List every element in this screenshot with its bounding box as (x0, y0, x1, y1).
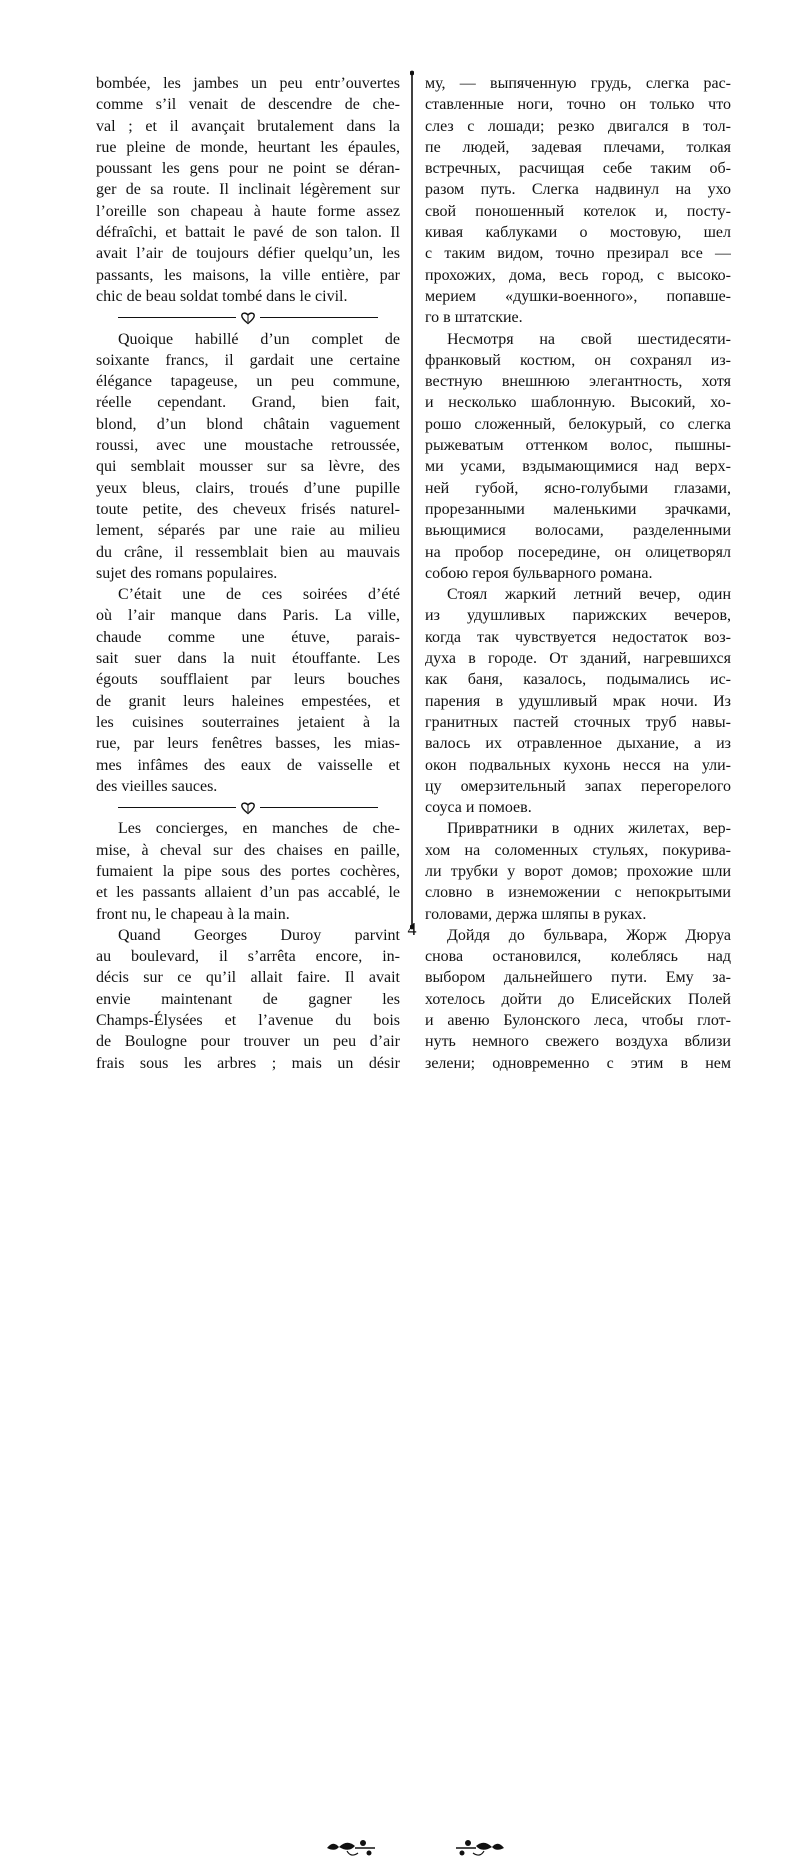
text-line: où l’air manque dans Paris. La ville, (96, 607, 400, 625)
text-line: рыжеватым оттенком волос, пышны- (425, 437, 731, 455)
text-line: qui semblait mousser sur sa lèvre, des (96, 458, 400, 476)
page-number: 4 (407, 919, 417, 939)
text-line: встречных, расчищая себе таким об- (425, 160, 731, 178)
text-line: собою героя бульварного романа. (425, 564, 653, 582)
text-line: roussi, avec une moustache retroussée, (96, 437, 400, 455)
text-line: Quoique habillé d’un complet de (118, 330, 400, 348)
separator-rule (118, 807, 236, 808)
text-line: rue pleine de monde, heurtant les épaules, (96, 138, 400, 156)
text-line: парения в удушливый мрак ночи. Из (425, 692, 731, 710)
text-line: des vieilles sauces. (96, 777, 218, 795)
text-line: рошо сложенный, белокурый, со слегка (425, 415, 731, 433)
text-line: окон подвальных кухонь несся на ули- (425, 756, 731, 774)
text-line: выбором дальнейшего пути. Ему за- (425, 969, 731, 987)
text-line: хотелось дойти до Елисейских Полей (425, 990, 731, 1008)
text-line: свой поношенный котелок и, посту- (425, 202, 731, 220)
text-line: décis sur ce qu’il allait faire. Il avait (96, 969, 400, 987)
heart-ornament-icon (241, 311, 255, 325)
text-line: с таким видом, точно презирал все — (425, 245, 731, 263)
text-line: на пробор посередине, он олицетворял (425, 543, 731, 561)
text-line: вьющимися волосами, разделенными (425, 522, 731, 540)
text-line: Champs-Élysées et l’avenue du bois (96, 1012, 400, 1030)
text-line: les cuisines souterraines jetaient à la (96, 713, 400, 731)
text-line: réelle cependant. Grand, bien fait, (96, 394, 400, 412)
text-line: го в штатские. (425, 309, 523, 327)
text-line: de granit leurs haleines empestées, et (96, 692, 400, 710)
text-line: пе людей, задевая плечами, толкая (425, 138, 731, 156)
text-line: ли трубки у ворот домов; прохожие шли (425, 862, 731, 880)
text-line: из удушливых парижских вечеров, (425, 607, 731, 625)
text-line: слез с лошади; резко двигался в тол- (425, 117, 731, 135)
text-line: lement, séparés par une raie au milieu (96, 522, 400, 540)
text-line: духа в городе. От зданий, нагревшихся (425, 650, 731, 668)
text-line: bombée, les jambes un peu entr’ouvertes (96, 75, 400, 92)
text-line: Quand Georges Duroy parvint (118, 926, 400, 944)
text-line: как баня, казалось, подымались ис- (425, 671, 731, 689)
separator-rule (260, 317, 378, 318)
text-line: C’était une de ces soirées d’été (118, 586, 400, 604)
separator-rule (260, 807, 378, 808)
text-line: et les passants allaient d’un pas accablé, le (96, 884, 400, 902)
heart-ornament-icon (241, 801, 255, 815)
section-separator (96, 797, 400, 818)
text-line: comme s’il venait de descendre de che- (96, 96, 400, 114)
text-line: envie maintenant de gagner les (96, 990, 400, 1008)
text-line: ми усами, вздымающимися над верх- (425, 458, 731, 476)
text-line: франковый костюм, он сохранял из- (425, 351, 731, 369)
text-line: fumaient la pipe sous des portes cochères, (96, 862, 400, 880)
text-line: кивая каблуками о мостовую, шел (425, 224, 731, 242)
text-line: прорезанными маленькими зрачками, (425, 500, 731, 518)
text-line: chic de beau soldat tombé dans le civil. (96, 287, 348, 305)
text-line: front nu, le chapeau à la main. (96, 905, 290, 923)
text-line: вестную внешнюю элегантность, хотя (425, 373, 731, 391)
separator-rule (118, 317, 236, 318)
text-line: разом путь. Слегка надвинул на ухо (425, 181, 731, 199)
text-line: au boulevard, il s’arrêta encore, in- (96, 948, 400, 966)
text-line: прохожих, дома, весь город, с высоко- (425, 266, 731, 284)
text-line: му, — выпяченную грудь, слегка рас- (425, 75, 731, 92)
text-line: ger de sa route. Il inclinait légèrement sur (96, 181, 400, 199)
text-line: défraîchi, et battait le pavé de son talon. Il (96, 224, 400, 242)
column-divider (410, 70, 414, 930)
text-line: гранитных пастей сточных труб навы- (425, 713, 731, 731)
text-line: Несмотря на свой шестидесяти- (447, 330, 731, 348)
text-line: Привратники в одних жилетах, вер- (447, 820, 731, 838)
text-line: avait l’air de toujours défier quelqu’un, les (96, 245, 400, 263)
text-line: mise, à cheval sur des chaises en paille, (96, 841, 400, 859)
text-line: passants, les maisons, la ville entière, par (96, 266, 400, 284)
text-line: soixante francs, il gardait une certaine (96, 351, 400, 369)
section-separator (96, 307, 400, 328)
text-line: frais sous les arbres ; mais un désir (96, 1054, 400, 1072)
text-line: Les concierges, en manches de che- (118, 820, 400, 838)
text-line: валось их отравленное дыхание, а из (425, 735, 731, 753)
text-line: Стоял жаркий летний вечер, один (447, 586, 731, 604)
text-line: blond, d’un blond châtain vaguement (96, 415, 400, 433)
text-line: и авеню Булонского леса, чтобы глот- (425, 1012, 731, 1030)
text-line: l’oreille son chapeau à haute forme assez (96, 202, 400, 220)
text-line: ней губой, ясно-голубыми глазами, (425, 479, 731, 497)
text-line: словно в изнеможении с непокрытыми (425, 884, 731, 902)
text-line: élégance tapageuse, un peu commune, (96, 373, 400, 391)
text-line: соуса и помоев. (425, 799, 532, 817)
text-line: хом на соломенных стульях, покурива- (425, 841, 731, 859)
text-line: égouts soufflaient par leurs bouches (96, 671, 400, 689)
text-line: toute petite, des cheveux frisés naturel- (96, 500, 400, 518)
floral-flourish-right-icon (454, 1837, 506, 1859)
text-line: poussant les gens pour ne point se déran- (96, 160, 400, 178)
text-line: мерием «душки-военного», попавше- (425, 287, 731, 305)
floral-flourish-left-icon (325, 1837, 377, 1859)
text-line: когда так чувствуется недостаток воз- (425, 628, 731, 646)
text-line: sujet des romans populaires. (96, 564, 278, 582)
text-line: снова остановился, колеблясь над (425, 948, 731, 966)
text-line: головами, держа шляпы в руках. (425, 905, 647, 923)
text-line: зелени; одновременно с этим в нем (425, 1054, 731, 1072)
text-line: de Boulogne pour trouver un peu d’air (96, 1033, 400, 1051)
text-line: du crâne, il ressemblait bien au mauvais (96, 543, 400, 561)
text-line: Дойдя до бульвара, Жорж Дюруа (447, 926, 731, 944)
text-line: нуть немного свежего воздуха вблизи (425, 1033, 731, 1051)
text-line: sait suer dans la nuit étouffante. Les (96, 650, 400, 668)
text-line: rue, par leurs fenêtres basses, les mias- (96, 735, 400, 753)
text-line: val ; et il avançait brutalement dans la (96, 117, 400, 135)
text-line: yeux bleus, clairs, troués d’une pupille (96, 479, 400, 497)
text-line: и несколько шаблонную. Высокий, хо- (425, 394, 731, 412)
text-line: цу омерзительный запах перегорелого (425, 777, 731, 795)
text-line: mes infâmes des eaux de vaisselle et (96, 756, 400, 774)
text-line: chaude comme une étuve, parais- (96, 628, 400, 646)
text-line: ставленные ноги, точно он только что (425, 96, 731, 114)
